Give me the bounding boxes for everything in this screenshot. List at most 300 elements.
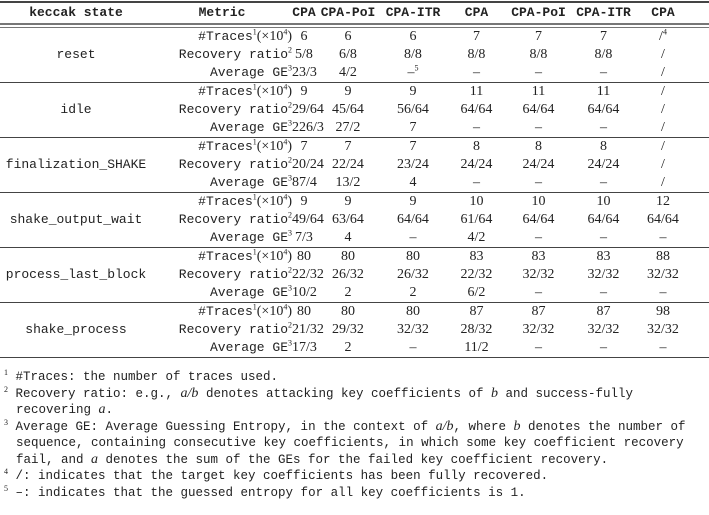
value-text: / [661,120,665,135]
value-text: 80 [297,249,311,264]
footnote-text: . [105,403,114,417]
footnote-mark: 4 [4,466,8,476]
value-cell [570,46,637,64]
metric-unit-close: ) [287,29,292,44]
value-text: 9 [409,194,417,209]
keccak-state-cell: idle [60,102,92,117]
value-text: 6/2 [467,285,486,300]
value-cell [637,303,689,321]
value-text: 87 [469,304,484,319]
footnote-text: and success-fully recovering [16,386,634,417]
value-text: 61/64 [460,212,493,227]
value-text: 6 [409,29,417,44]
metric-label: Recovery ratio [178,212,288,227]
value-text: 45/64 [332,102,364,117]
value-cell [380,229,446,247]
value-text: 64/64 [460,102,493,117]
value-text: 32/32 [522,322,555,337]
value-cell [637,339,689,357]
metric-label: #Traces [198,84,253,99]
variable: a [91,451,99,467]
value-text: 2 [344,340,352,355]
value-text: 4/2 [339,65,357,80]
value-text: – [473,65,480,80]
keccak-state-cell: process_last_block [5,267,147,282]
value-cell [637,211,689,229]
value-text: – [535,230,542,245]
value-cell [380,64,446,82]
footnote-mark: 1 [252,82,257,92]
value-cell [570,321,637,339]
metric-label: Average GE [209,340,288,355]
value-cell [380,46,446,64]
value-text: – [409,230,417,245]
footnote-text: denotes the number of sequence, containing consecutive key coefficients, in which some key coefficient recovery fail, and [16,419,686,467]
value-text: 22/32 [292,267,324,282]
value-cell [570,303,637,321]
value-text: 80 [341,304,355,319]
value-cell [380,28,446,46]
keccak-state-cell [0,28,152,46]
value-text: / [661,139,665,154]
footnote-mark: 1 [252,247,257,257]
value-cell [570,156,637,174]
value-cell [637,101,689,119]
value-cell [292,193,316,211]
value-text: – [473,120,480,135]
footnote-mark: 1 [252,302,257,312]
value-text: 23/24 [397,157,429,172]
value-cell [507,28,570,46]
value-cell [380,193,446,211]
table-row-ratio [0,156,709,174]
value-text: 49/64 [292,212,324,227]
value-cell [292,83,316,101]
footnote-mark: 2 [288,100,292,110]
metric-label: Recovery ratio [178,157,288,172]
value-cell [292,101,324,119]
value-text: / [661,157,665,172]
value-text: 11/2 [464,340,489,355]
footnote-3 [4,419,704,469]
value-cell [380,83,446,101]
value-cell [292,303,316,321]
value-text: 7 [300,139,308,154]
value-text: 8/8 [404,47,422,62]
footnote-mark: 5 [4,483,8,493]
value-text: 8 [535,139,542,154]
metric-label: Average GE [209,120,288,135]
table-row-ratio [0,321,709,339]
value-cell [507,174,570,192]
value-cell [316,138,380,156]
value-text: 80 [406,304,420,319]
footnote-mark: 1 [252,27,257,37]
variable: b [513,418,521,434]
value-cell [446,303,507,321]
value-text: 7 [473,29,480,44]
header-cpa-3: CPA [651,5,675,20]
value-cell [637,83,689,101]
keccak-state-cell [0,119,152,137]
exponent: 4 [283,27,288,37]
metric-cell [152,83,292,101]
metric-cell [152,193,292,211]
table-row-ratio [0,211,709,229]
metric-cell [152,229,292,247]
value-text: 64/64 [587,102,620,117]
value-text: – [600,175,607,190]
value-text: 80 [297,304,311,319]
footnote-text: denotes the sum of the GEs for the failed key coefficient recovery. [98,452,609,467]
footnote-mark: 1 [252,137,257,147]
metric-unit: (×10 [256,304,284,319]
value-cell [570,138,637,156]
exponent: 4 [283,137,288,147]
value-cell [446,193,507,211]
value-cell [380,119,446,137]
value-text: 10 [596,194,611,209]
metric-label: Average GE [209,175,288,190]
value-text: – [535,340,542,355]
exponent: 4 [283,247,288,257]
value-cell [570,101,637,119]
header-keccak-state: keccak state [29,5,123,20]
metric-cell [152,248,292,266]
value-cell [446,83,507,101]
value-text: / [661,65,665,80]
metric-label: Recovery ratio [178,322,288,337]
value-text: 5/8 [295,47,313,62]
metric-label: Average GE [209,285,288,300]
value-text: – [407,65,415,80]
value-cell [292,138,316,156]
value-text: – [600,120,607,135]
metric-unit-close: ) [287,139,292,154]
value-text: – [659,340,667,355]
value-cell [446,229,507,247]
keccak-state-cell [0,284,152,302]
footnote-text: denotes attacking key coefficients of [198,386,491,401]
value-text: 56/64 [397,102,429,117]
table-row-traces [0,83,709,101]
footnote-text: /: indicates that the target key coefficients has been fully recovered. [15,469,549,483]
value-cell [446,248,507,266]
value-text: 13/2 [335,175,361,190]
value-text: 24/24 [522,157,555,172]
footnote-5 [4,485,704,502]
metric-unit-close: ) [287,84,292,99]
keccak-state-cell [0,64,152,82]
value-cell [637,46,689,64]
keccak-state-cell [0,303,152,321]
value-text: 24/24 [587,157,620,172]
table-row-ge [0,339,709,357]
value-cell [570,211,637,229]
value-text: 24/24 [460,157,493,172]
keccak-state-cell [0,248,152,266]
value-cell [380,211,446,229]
value-text: – [409,340,417,355]
value-cell [570,284,637,302]
value-cell [507,64,570,82]
value-cell [507,229,570,247]
value-cell [507,248,570,266]
metric-label: #Traces [198,139,253,154]
value-cell [316,193,380,211]
exponent: 4 [283,192,288,202]
value-cell [446,138,507,156]
value-text: 80 [406,249,420,264]
value-text: 64/64 [397,212,429,227]
value-cell [507,138,570,156]
value-text: 64/64 [587,212,620,227]
table-row-ge [0,284,709,302]
metric-label: Recovery ratio [178,47,288,62]
value-text: 32/32 [647,322,679,337]
footnote-mark: 3 [288,118,292,128]
value-text: 28/32 [460,322,493,337]
value-text: 6 [344,29,352,44]
keccak-state-cell [0,83,152,101]
footnote-text: , where [453,419,514,434]
value-cell [507,266,570,284]
value-text: 98 [656,304,670,319]
value-text: 11 [469,84,484,99]
variable: a [98,402,106,417]
footnote-mark: 5 [414,63,419,73]
value-text: 6/8 [339,47,357,62]
metric-cell [152,46,292,64]
state-group-idle [0,83,709,138]
value-cell [316,101,380,119]
value-cell [446,28,507,46]
value-cell [380,174,446,192]
metric-cell [152,156,292,174]
value-cell [380,138,446,156]
value-cell [316,266,380,284]
value-text: / [661,175,665,190]
table-body [0,28,709,358]
value-cell [570,193,637,211]
footnote-mark: 2 [288,155,292,165]
metric-label: Recovery ratio [178,267,288,282]
metric-cell [152,119,292,137]
header-cpa-poi-2: CPA-PoI [511,5,566,20]
value-cell [446,46,507,64]
value-cell [380,321,446,339]
value-text: 87 [531,304,546,319]
value-cell [380,248,446,266]
metric-cell [152,266,292,284]
value-text: 26/32 [332,267,364,282]
value-text: – [600,65,607,80]
value-text: 2 [409,285,417,300]
value-text: 63/64 [332,212,364,227]
value-text: 8 [600,139,607,154]
metric-cell [152,101,292,119]
value-cell [316,28,380,46]
value-cell [380,284,446,302]
value-text: 8/8 [529,47,548,62]
footnote-mark: 3 [288,173,292,183]
value-cell [507,46,570,64]
metric-label: Average GE [209,230,288,245]
footnote-mark: 2 [288,265,292,275]
keccak-state-cell: shake_process [25,322,127,337]
value-cell [637,229,689,247]
value-text: 87/4 [292,175,317,190]
table-row-traces [0,303,709,321]
metric-label: #Traces [198,249,253,264]
keccak-state-cell: reset [56,47,96,62]
table-row-traces [0,138,709,156]
value-cell [570,28,637,46]
value-cell [446,174,507,192]
value-cell [637,248,689,266]
footnote-mark: 3 [288,338,292,348]
value-cell [507,303,570,321]
metric-unit: (×10 [256,194,284,209]
value-text: 22/32 [460,267,493,282]
value-text: 9 [344,194,352,209]
value-text: 4 [344,230,352,245]
table-row-ge [0,174,709,192]
value-cell [570,229,637,247]
value-text: 10 [469,194,484,209]
value-text: 80 [341,249,355,264]
value-cell [292,119,324,137]
value-text: 26/32 [397,267,429,282]
value-cell [637,156,689,174]
table-row-ge [0,229,709,247]
value-cell [570,339,637,357]
value-text: 7 [535,29,542,44]
value-text: – [535,285,542,300]
value-text: 7 [409,139,417,154]
value-cell [637,138,689,156]
value-cell [316,284,380,302]
value-cell [316,64,380,82]
value-cell [446,101,507,119]
metric-cell [152,284,292,302]
footnote-mark: 1 [4,367,8,377]
value-text: – [600,285,607,300]
exponent: 4 [283,302,288,312]
value-text: – [473,175,480,190]
value-text: 7/3 [295,230,313,245]
value-cell [292,156,324,174]
value-text: 83 [531,249,546,264]
footnote-mark: 3 [288,283,292,293]
value-text: / [661,102,665,117]
value-text: 8/8 [594,47,613,62]
value-text: 29/32 [332,322,364,337]
header-cpa-itr-2: CPA-ITR [576,5,631,20]
value-cell [446,339,507,357]
value-text: / [659,29,663,44]
metric-unit: (×10 [256,29,284,44]
value-cell [380,101,446,119]
value-cell [316,119,380,137]
value-text: – [600,230,607,245]
footnote-text: Recovery ratio: e.g., [15,386,181,401]
value-text: 11 [596,84,611,99]
value-text: 8 [473,139,480,154]
keccak-state-cell [0,138,152,156]
header-cpa-poi: CPA-PoI [320,5,376,20]
metric-label: Average GE [209,65,288,80]
value-cell [570,248,637,266]
fraction: a/b [435,418,454,434]
value-cell [507,211,570,229]
keccak-state-cell: finalization_SHAKE [5,157,147,172]
header-metric: Metric [198,5,246,20]
footnote-mark: 3 [4,417,8,427]
metric-unit-close: ) [287,249,292,264]
footnote-mark: 3 [288,63,292,73]
value-text: – [535,175,542,190]
value-text: 21/32 [292,322,324,337]
table-row-traces [0,193,709,211]
value-cell [292,28,316,46]
metric-cell [152,303,292,321]
footnotes [4,369,704,501]
footnote-text: #Traces: the number of traces used. [15,370,279,384]
keccak-state-cell [0,193,152,211]
footnote-mark: 1 [252,192,257,202]
exponent: 4 [283,82,288,92]
footnote-4 [4,468,704,485]
value-cell [380,339,446,357]
value-text: 27/2 [335,120,361,135]
value-text: 29/64 [292,102,324,117]
value-cell [316,83,380,101]
metric-label: Recovery ratio [178,102,288,117]
value-cell [292,266,324,284]
footnote-2 [4,386,704,419]
value-text: – [659,285,667,300]
value-cell [507,119,570,137]
table-row-traces [0,248,709,266]
value-cell [316,211,380,229]
value-text: / [661,84,665,99]
value-cell [507,156,570,174]
table-row-traces [0,28,709,46]
value-text: 83 [596,249,611,264]
value-text: – [600,340,607,355]
value-text: 9 [409,84,417,99]
metric-unit-close: ) [287,194,292,209]
value-text: 20/24 [292,157,324,172]
metric-cell [152,211,292,229]
value-text: 83 [469,249,484,264]
table-row-ge [0,64,709,82]
metric-cell [152,138,292,156]
metric-cell [152,321,292,339]
value-cell [292,46,316,64]
value-cell [446,284,507,302]
value-text: 4 [409,175,417,190]
header-cpa: CPA [292,5,316,20]
footnote-mark: 3 [288,228,292,238]
value-cell [292,284,316,302]
value-text: 226/3 [292,120,324,135]
footnote-mark: 2 [4,384,8,394]
value-text: 64/64 [647,212,679,227]
value-text: 7 [409,120,417,135]
value-cell [292,211,324,229]
